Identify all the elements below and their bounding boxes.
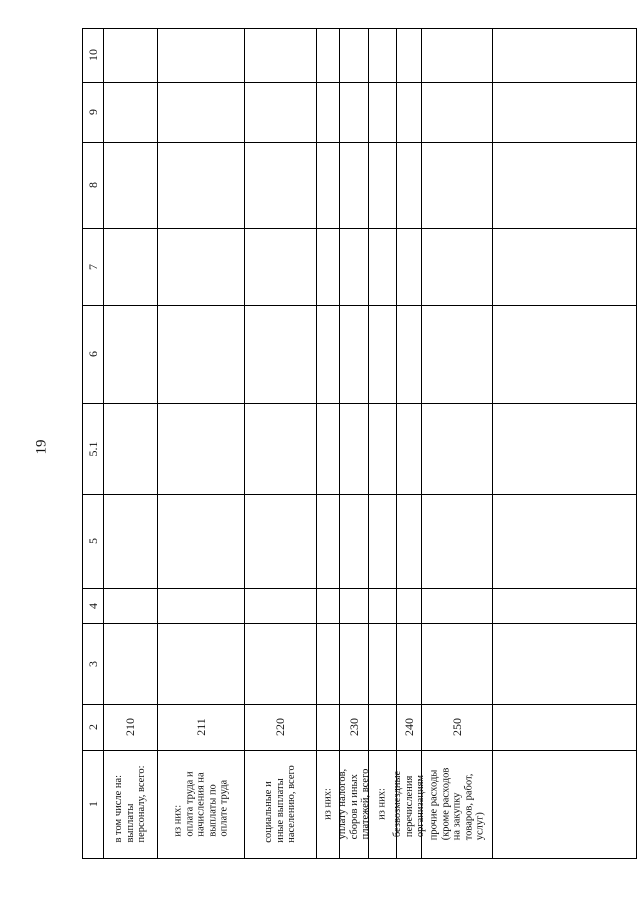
row-separator (492, 28, 493, 858)
column-header: 4 (85, 602, 100, 609)
row-label: уплату налогов, сборов и иных платежей, всего (336, 768, 371, 840)
page-number: 19 (33, 439, 50, 455)
column-header: 3 (85, 660, 100, 667)
row-code: 211 (193, 718, 208, 736)
row-separator (244, 28, 245, 858)
row-label: из них: оплата труда и начисления на выплаты по оплате труда (171, 771, 229, 837)
column-header: 8 (85, 182, 100, 188)
row-separator (103, 28, 104, 858)
table-border-top (82, 28, 636, 29)
column-separator (82, 494, 636, 495)
table-border-left (82, 28, 83, 858)
column-header: 7 (85, 263, 100, 270)
row-label: из них: (376, 788, 388, 820)
row-code: 250 (449, 718, 464, 736)
column-separator (82, 228, 636, 229)
row-code: 220 (273, 718, 287, 736)
row-separator (157, 28, 158, 858)
column-header: 10 (85, 49, 100, 61)
column-separator (82, 750, 636, 751)
column-header: 6 (85, 351, 100, 357)
column-header: 9 (85, 109, 100, 115)
row-label: прочие расходы (кроме расходов на закупку товаров, работ, услуг) (427, 767, 485, 841)
row-label: из них: (321, 788, 333, 820)
table-border-bottom (82, 858, 637, 859)
column-header: 5.1 (85, 441, 100, 456)
column-separator (82, 588, 636, 589)
column-separator (82, 403, 636, 404)
column-separator (82, 305, 636, 306)
row-code: 230 (346, 718, 361, 736)
row-separator (339, 28, 340, 858)
row-separator (368, 28, 369, 858)
row-label: безвозмездные перечисления организациям (391, 770, 426, 838)
row-code: 240 (401, 718, 416, 736)
row-label: в том числе на: выплаты персоналу, всего: (112, 765, 147, 843)
column-header: 5 (85, 538, 100, 544)
row-separator (396, 28, 397, 858)
table-border-right (636, 28, 637, 858)
column-header: 2 (85, 724, 100, 730)
column-separator (82, 142, 636, 143)
expense-table (82, 28, 636, 843)
column-header: 1 (85, 801, 100, 807)
column-separator (82, 82, 636, 83)
column-separator (82, 623, 636, 624)
row-separator (316, 28, 317, 858)
row-code: 210 (123, 718, 137, 736)
row-label: социальные и иные выплаты населению, всего (262, 765, 297, 843)
row-separator (421, 28, 422, 858)
column-separator (82, 704, 636, 705)
